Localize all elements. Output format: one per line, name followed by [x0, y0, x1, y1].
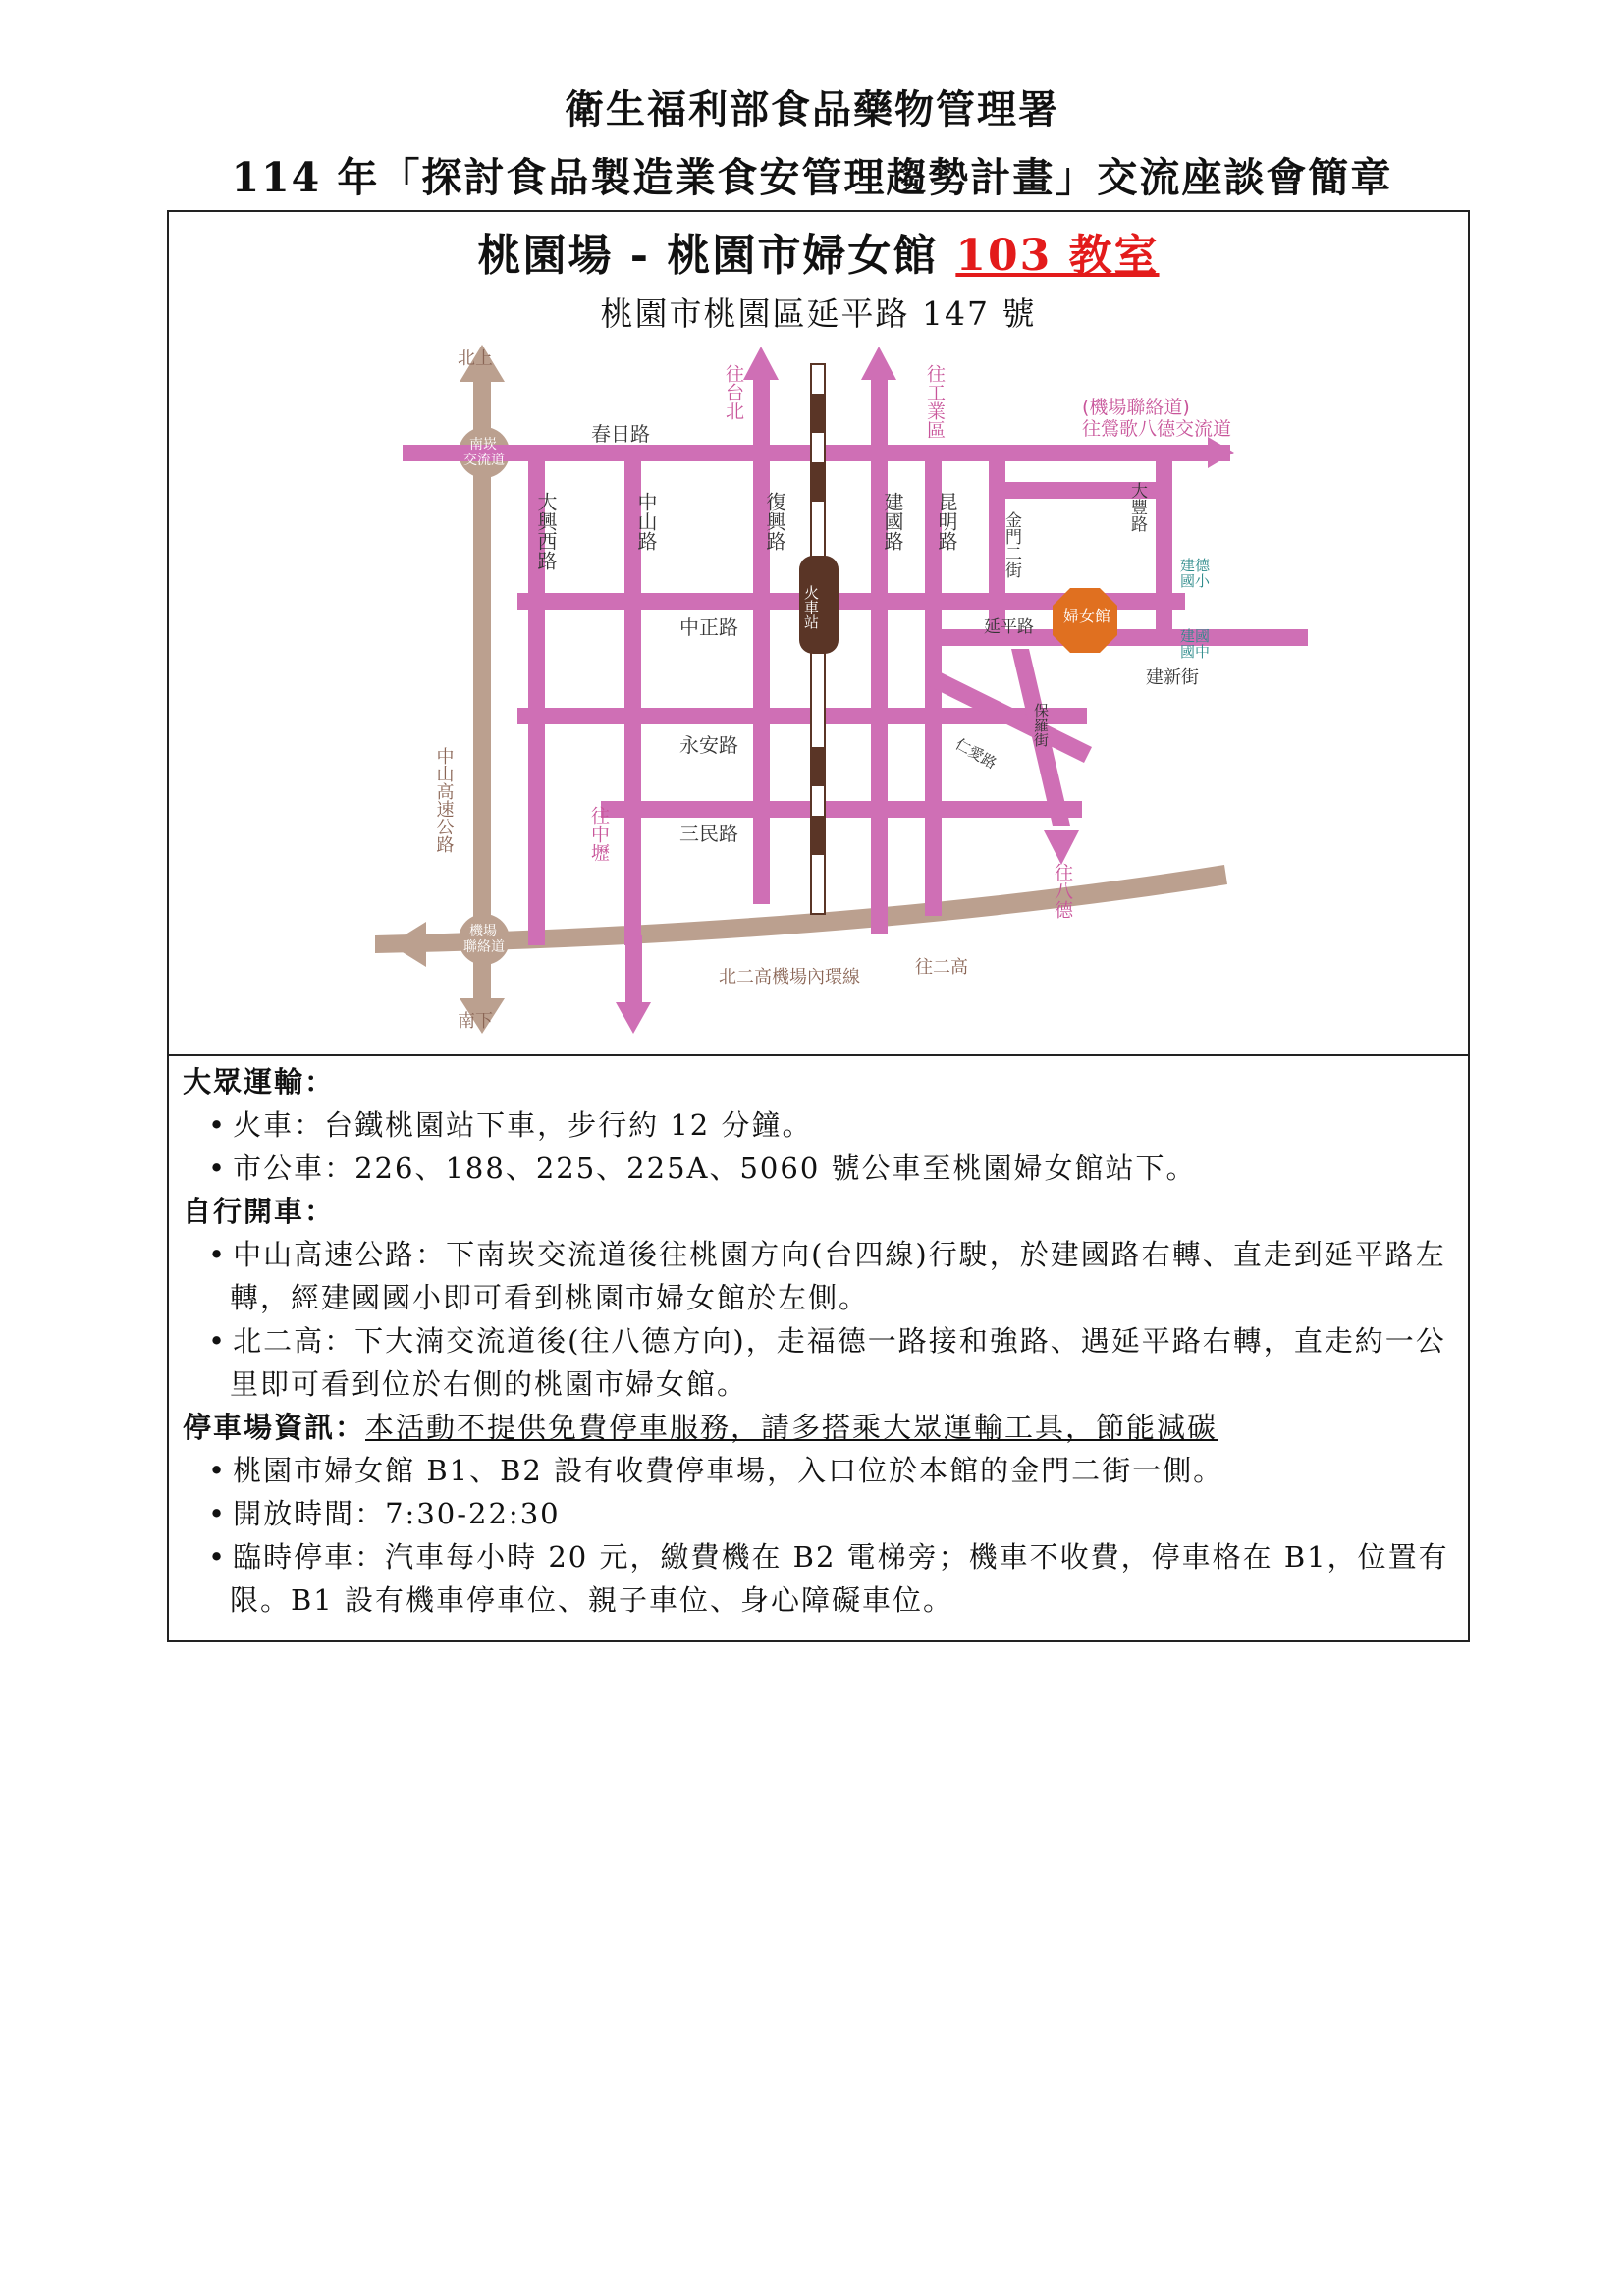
svg-text:建德: 建德 — [1180, 557, 1211, 574]
west-arrow — [390, 922, 426, 967]
parking-note: 本活動不提供免費停車服務，請多搭乘大眾運輸工具，節能減碳 — [365, 1411, 1218, 1444]
list-item: • 北二高：下大湳交流道後(往八德方向)，走福德一路接和強路、遇延平路右轉，直走約一公里即可看到位於右側的桃園市婦女館。 — [183, 1319, 1454, 1406]
drive-heading: 自行開車： — [183, 1195, 336, 1228]
zhongzheng-label: 中正路 — [679, 615, 738, 639]
list-item: • 中山高速公路：下南崁交流道後往桃園方向(台四線)行駛，於建國路右轉、直走到延平路左轉，經建國國小即可看到桃園市婦女館於左側。 — [183, 1233, 1454, 1319]
zhongshan-label: 中山路 — [634, 492, 658, 551]
directions-info — [183, 1060, 1454, 1622]
to-zhongli-label: 往中壢 — [588, 806, 610, 862]
yongan-label: 永安路 — [679, 733, 738, 757]
svg-text:國小: 國小 — [1180, 572, 1211, 590]
venue-room: 103 教室 — [955, 231, 1160, 281]
to-yingge-label: 往鶯歌八德交流道 — [1082, 418, 1232, 440]
sanmin-road — [601, 801, 1082, 818]
list-item: • 火車：台鐵桃園站下車，步行約 12 分鐘。 — [183, 1103, 1454, 1147]
daxing-label: 大興西路 — [534, 492, 558, 570]
list-item: • 臨時停車：汽車每小時 20 元，繳費機在 B2 電梯旁；機車不收費，停車格在 B1，位置有限。B1 設有機車停車位、親子車位、身心障礙車位。 — [183, 1535, 1454, 1622]
south-label: 南下 — [458, 1011, 493, 1032]
list-item: • 桃園市婦女館 B1、B2 設有收費停車場，入口位於本館的金門二街一側。 — [183, 1449, 1454, 1492]
event-title: 114 年「探討食品製造業食安管理趨勢計畫」交流座談會簡章 — [231, 154, 1393, 201]
to-taipei-label: 往台北 — [723, 364, 744, 420]
section-divider — [169, 1054, 1468, 1056]
jianguo-road — [871, 374, 888, 934]
north-label: 北上 — [458, 348, 493, 369]
chunri-label: 春日路 — [591, 422, 650, 446]
svg-text:南崁: 南崁 — [469, 437, 497, 453]
svg-text:機場: 機場 — [469, 924, 497, 939]
to-n2-label: 往二高 — [915, 957, 968, 978]
dahui-road — [1156, 445, 1172, 641]
list-item: • 開放時間：7:30-22:30 — [183, 1492, 1454, 1535]
local-roads — [403, 347, 1308, 1034]
jianxin-label: 建新街 — [1146, 667, 1199, 688]
transit-heading: 大眾運輸： — [183, 1065, 336, 1098]
fuxing-road — [753, 374, 770, 904]
svg-text:交流道: 交流道 — [463, 453, 505, 468]
renai-label: 仁愛路 — [952, 734, 1000, 773]
venue-address: 桃園市桃園區延平路 147 號 — [600, 294, 1037, 333]
venue-name: 桃園場 - 桃園市婦女館 — [477, 231, 939, 281]
yanping-label: 延平路 — [984, 617, 1034, 637]
venue-box — [167, 210, 1470, 1642]
svg-text:聯絡道: 聯絡道 — [463, 939, 505, 955]
freeway-label: 中山高速公路 — [433, 747, 455, 853]
to-industrial-label: 往工業區 — [924, 364, 946, 439]
parking-heading: 停車場資訊： — [183, 1411, 366, 1444]
baoluo-label: 保羅街 — [1032, 703, 1050, 747]
women-center-label: 婦女館 — [1063, 607, 1111, 625]
parking-heading-row — [183, 1406, 1454, 1449]
jianguo-label: 建國路 — [881, 492, 904, 551]
list-item: • 市公車：226、188、225、225A、5060 號公車至桃園婦女館站下。 — [183, 1147, 1454, 1190]
svg-text:建國: 建國 — [1180, 627, 1211, 645]
station-label: 火車站 — [802, 585, 820, 629]
n2-label: 北二高機場內環線 — [719, 967, 860, 988]
location-map — [169, 335, 1468, 1051]
fuxing-label: 復興路 — [763, 492, 786, 551]
dahui-label: 大豐路 — [1127, 482, 1147, 532]
sanmin-label: 三民路 — [679, 822, 738, 845]
kunming-label: 昆明路 — [935, 492, 958, 551]
to-bade-label: 往八德 — [1052, 863, 1073, 919]
airport-road-label: (機場聯絡道) — [1082, 397, 1190, 418]
jinmen2-label: 金門二街 — [1001, 511, 1021, 578]
agency-heading: 衛生福利部食品藥物管理署 — [565, 86, 1059, 133]
venue-heading — [169, 220, 1468, 283]
svg-text:國中: 國中 — [1180, 643, 1211, 661]
